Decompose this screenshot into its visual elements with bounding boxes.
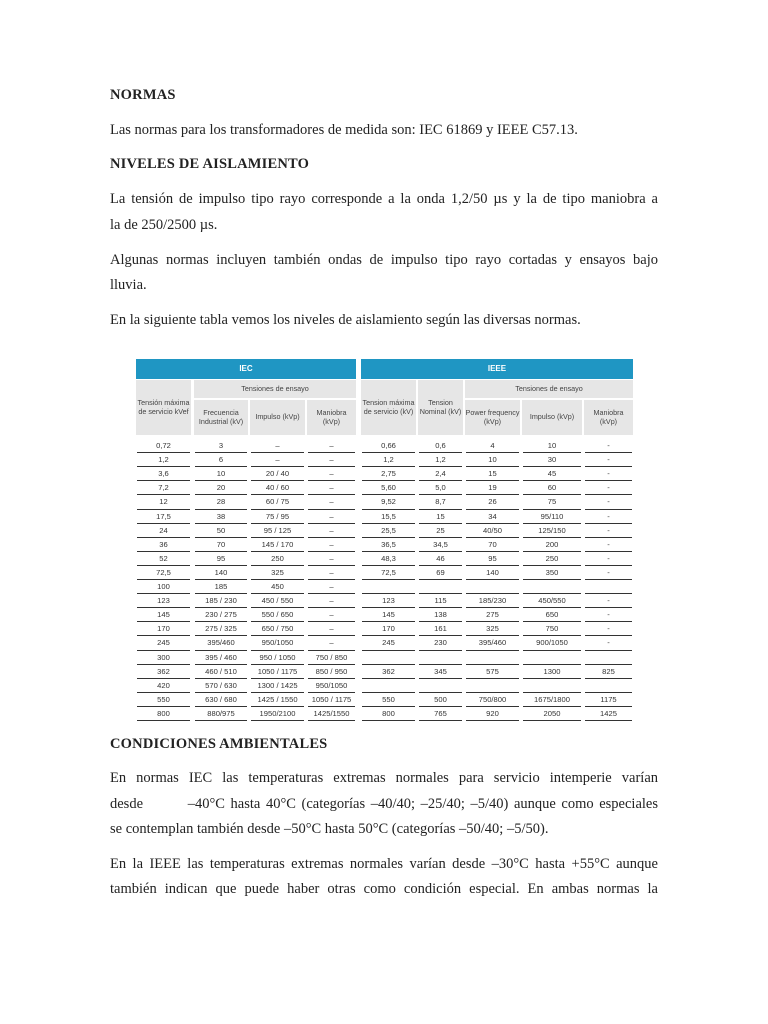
niveles-heading: NIVELES DE AISLAMIENTO bbox=[110, 156, 310, 172]
table-cell: 36,5 bbox=[381, 539, 396, 549]
table-row-rule bbox=[137, 720, 190, 721]
table-cell: 170 bbox=[157, 624, 170, 634]
table-cell: 38 bbox=[216, 511, 226, 521]
table-cell: 245 bbox=[157, 638, 170, 648]
normas-heading: NORMAS bbox=[110, 87, 176, 103]
table-cell bbox=[522, 579, 582, 594]
table-cell: 395 / 460 bbox=[205, 652, 237, 662]
table-cell: 2050 bbox=[543, 708, 561, 718]
table-cell: – bbox=[275, 441, 280, 450]
condiciones-paragraph-2-line-2: también indican que puede haber otras como condición especial. En ambas normas la bbox=[110, 881, 658, 897]
table-cell: - bbox=[607, 553, 610, 563]
table-cell: 750/800 bbox=[478, 694, 507, 704]
table-cell: 19 bbox=[488, 483, 497, 493]
table-cell: 115 bbox=[434, 596, 447, 606]
table-cell bbox=[361, 579, 416, 594]
table-cell: 5,0 bbox=[435, 483, 446, 493]
table-cell: - bbox=[607, 483, 610, 493]
table-cell: - bbox=[607, 455, 610, 465]
table-cell: 850 / 950 bbox=[315, 666, 348, 676]
table-cell bbox=[361, 678, 416, 693]
table-cell: 395/460 bbox=[478, 638, 507, 648]
table-row-rule bbox=[523, 720, 581, 721]
table-cell bbox=[361, 650, 416, 665]
table-cell: 8,7 bbox=[435, 497, 446, 507]
table-cell: – bbox=[329, 610, 334, 620]
iec-maniobra-header: Maniobra (kVp) bbox=[307, 400, 356, 435]
table-cell: 1425 / 1550 bbox=[257, 694, 298, 704]
table-cell: 1,2 bbox=[158, 455, 169, 465]
table-cell: 185 / 230 bbox=[205, 596, 237, 606]
table-cell: 362 bbox=[382, 666, 395, 676]
table-cell: 575 bbox=[486, 666, 499, 676]
table-row-rule bbox=[195, 720, 247, 721]
table-cell: - bbox=[607, 610, 610, 620]
table-cell: - bbox=[607, 441, 610, 450]
table-cell: - bbox=[607, 624, 610, 634]
niveles-paragraph-1-line-2: la de 250/2500 µs. bbox=[110, 217, 218, 233]
table-cell: - bbox=[607, 596, 610, 606]
table-cell: 72,5 bbox=[156, 567, 171, 577]
table-cell: 1300 / 1425 bbox=[257, 680, 298, 690]
table-cell: 750 / 850 bbox=[315, 652, 348, 662]
table-cell: 230 / 275 bbox=[205, 610, 237, 620]
table-cell: 50 bbox=[216, 525, 226, 535]
table-cell: – bbox=[275, 455, 280, 465]
table-cell: 7,2 bbox=[158, 483, 169, 493]
table-cell: 825 bbox=[602, 666, 615, 676]
condiciones-paragraph-1-line-3: se contemplan también desde –50°C hasta 50°C (categorías –50/40; –5/50). bbox=[110, 821, 549, 837]
table-cell: 12 bbox=[159, 497, 168, 507]
table-cell: – bbox=[329, 455, 334, 465]
table-cell: – bbox=[329, 525, 334, 535]
iec-header: IEC bbox=[136, 359, 356, 379]
table-cell: 28 bbox=[216, 497, 226, 507]
iec-ensayo-header: Tensiones de ensayo bbox=[194, 380, 356, 398]
table-cell: 95 bbox=[216, 553, 226, 563]
table-cell: – bbox=[329, 539, 334, 549]
table-cell bbox=[418, 579, 463, 594]
table-cell: 250 bbox=[271, 553, 284, 563]
table-cell bbox=[465, 678, 520, 693]
table-cell: 40/50 bbox=[482, 525, 502, 535]
iec-impulso-header: Impulso (kVp) bbox=[250, 400, 305, 435]
table-cell: – bbox=[329, 511, 334, 521]
table-cell: 140 bbox=[486, 567, 499, 577]
table-cell: – bbox=[329, 582, 334, 591]
table-cell: 10 bbox=[547, 441, 557, 450]
table-cell: 245 bbox=[382, 638, 395, 648]
table-cell: – bbox=[329, 441, 334, 450]
table-cell: 15 bbox=[436, 511, 445, 521]
table-cell: 5,60 bbox=[381, 483, 396, 493]
niveles-paragraph-1-line-1: La tensión de impulso tipo rayo corresponde a la onda 1,2/50 µs y la de tipo maniobra a bbox=[110, 191, 658, 207]
condiciones-paragraph-2-line-1: En la IEEE las temperaturas extremas normales varían desde –30°C hasta +55°C aunque bbox=[110, 856, 658, 872]
table-row-rule bbox=[308, 720, 355, 721]
table-cell bbox=[584, 678, 633, 693]
table-cell bbox=[418, 650, 463, 665]
table-cell: 450 bbox=[271, 582, 284, 591]
table-cell: 1,2 bbox=[435, 455, 446, 465]
table-cell: 950/1050 bbox=[261, 638, 294, 648]
table-cell: 1050 / 1175 bbox=[311, 694, 352, 704]
table-cell: 950 / 1050 bbox=[259, 652, 296, 662]
table-cell: 230 bbox=[434, 638, 447, 648]
table-cell: 880/975 bbox=[207, 708, 235, 718]
table-row-rule bbox=[466, 720, 519, 721]
table-row-rule bbox=[419, 720, 462, 721]
table-cell: 34 bbox=[488, 511, 497, 521]
table-cell: 72,5 bbox=[381, 567, 396, 577]
table-cell: 325 bbox=[486, 624, 499, 634]
table-cell: 1675/1800 bbox=[534, 694, 570, 704]
table-cell: 362 bbox=[157, 666, 170, 676]
table-cell: 34,5 bbox=[433, 539, 448, 549]
table-cell: 900/1050 bbox=[536, 638, 568, 648]
table-cell: - bbox=[607, 469, 610, 479]
table-cell: 40 / 60 bbox=[265, 483, 290, 493]
iec-frecuencia-header: Frecuencia Industrial (kV) bbox=[194, 400, 248, 435]
table-cell: 145 / 170 bbox=[261, 539, 294, 549]
condiciones-paragraph-1-line-2: desde –40°C hasta 40°C (categorías –40/40; –25/40; –5/40) aunque como especiales bbox=[110, 796, 658, 812]
table-cell: 550 / 650 bbox=[261, 610, 294, 620]
table-cell: 123 bbox=[157, 596, 170, 606]
table-cell: 100 bbox=[157, 582, 170, 591]
ieee-power-header: Power frequency (kVp) bbox=[465, 400, 520, 435]
table-cell: 10 bbox=[488, 455, 497, 465]
table-cell: 70 bbox=[488, 539, 497, 549]
table-cell: 350 bbox=[545, 567, 559, 577]
table-cell bbox=[584, 650, 633, 665]
table-cell: – bbox=[329, 567, 334, 577]
table-cell: - bbox=[607, 539, 610, 549]
table-cell: 395/460 bbox=[207, 638, 235, 648]
condiciones-heading: CONDICIONES AMBIENTALES bbox=[110, 736, 328, 752]
table-cell: 3,6 bbox=[158, 469, 169, 479]
table-cell: 30 bbox=[547, 455, 557, 465]
table-cell: 2,75 bbox=[381, 469, 396, 479]
ieee-tension-max-header: Tension máxima de servicio (kV) bbox=[361, 380, 416, 435]
table-cell: 1425 bbox=[600, 708, 617, 718]
table-cell: 123 bbox=[382, 596, 395, 606]
table-cell bbox=[418, 678, 463, 693]
ieee-maniobra-header: Maniobra (kVp) bbox=[584, 400, 633, 435]
table-cell: 70 bbox=[216, 539, 226, 549]
table-cell: 2,4 bbox=[435, 469, 446, 479]
table-cell: 20 bbox=[216, 483, 226, 493]
table-cell: 15 bbox=[488, 469, 497, 479]
table-cell: 950/1050 bbox=[315, 680, 348, 690]
ieee-header: IEEE bbox=[361, 359, 633, 379]
table-cell: 138 bbox=[434, 610, 447, 620]
table-cell: 140 bbox=[214, 567, 228, 577]
table-cell: 0,72 bbox=[156, 441, 171, 450]
table-cell: 3 bbox=[218, 441, 224, 450]
table-cell: 550 bbox=[157, 694, 170, 704]
table-cell: 650 / 750 bbox=[261, 624, 294, 634]
table-cell: 1950/2100 bbox=[259, 708, 296, 718]
table-cell: – bbox=[329, 483, 334, 493]
table-cell: 0,6 bbox=[435, 441, 446, 450]
niveles-paragraph-2-line-2: lluvia. bbox=[110, 277, 147, 293]
table-cell: 450 / 550 bbox=[261, 596, 294, 606]
table-cell: 200 bbox=[545, 539, 559, 549]
niveles-paragraph-2-line-1: Algunas normas incluyen también ondas de impulso tipo rayo cortadas y ensayos bajo bbox=[110, 252, 658, 268]
table-cell: 460 / 510 bbox=[205, 666, 237, 676]
table-cell: 1,2 bbox=[383, 455, 394, 465]
table-cell: 1300 bbox=[543, 666, 561, 676]
table-cell: - bbox=[607, 638, 610, 648]
table-cell: 46 bbox=[436, 553, 445, 563]
table-cell: 52 bbox=[159, 553, 168, 563]
table-cell: 185/230 bbox=[478, 596, 507, 606]
table-cell: 750 bbox=[545, 624, 559, 634]
table-cell: 75 bbox=[547, 497, 557, 507]
table-cell: 1175 bbox=[600, 694, 617, 704]
insulation-levels-table bbox=[136, 359, 633, 721]
ieee-impulso-header: Impulso (kVp) bbox=[522, 400, 582, 435]
table-cell: 185 bbox=[214, 582, 228, 591]
table-cell: - bbox=[607, 567, 610, 577]
table-cell: – bbox=[329, 469, 334, 479]
table-cell: 275 / 325 bbox=[205, 624, 237, 634]
table-cell: 345 bbox=[434, 666, 447, 676]
table-cell: 1425/1550 bbox=[313, 708, 350, 718]
table-cell: 25,5 bbox=[381, 525, 396, 535]
table-cell: 570 / 630 bbox=[205, 680, 237, 690]
table-cell: 26 bbox=[488, 497, 497, 507]
normas-paragraph: Las normas para los transformadores de medida son: IEC 61869 y IEEE C57.13. bbox=[110, 122, 578, 138]
table-row-rule bbox=[251, 720, 304, 721]
table-cell: 125/150 bbox=[538, 525, 566, 535]
table-cell: 6 bbox=[218, 455, 224, 465]
iec-tension-header: Tensión máxima de servicio kVef bbox=[136, 380, 191, 435]
table-cell: 161 bbox=[434, 624, 447, 634]
table-cell: 500 bbox=[434, 694, 447, 704]
table-cell: 1050 / 1175 bbox=[257, 666, 298, 676]
table-cell: – bbox=[329, 497, 334, 507]
table-cell: 45 bbox=[547, 469, 557, 479]
table-cell: 60 bbox=[547, 483, 557, 493]
table-cell: – bbox=[329, 638, 334, 648]
table-cell: 300 bbox=[157, 652, 170, 662]
table-cell: 69 bbox=[436, 567, 445, 577]
table-cell: - bbox=[607, 497, 610, 507]
table-cell bbox=[584, 579, 633, 594]
table-cell: 25 bbox=[436, 525, 445, 535]
table-cell: 95 / 125 bbox=[263, 525, 292, 535]
table-cell: - bbox=[607, 525, 610, 535]
table-cell: 325 bbox=[271, 567, 284, 577]
table-cell bbox=[465, 650, 520, 665]
ieee-tension-nom-header: Tension Nominal (kV) bbox=[418, 380, 463, 435]
table-cell: 10 bbox=[216, 469, 226, 479]
table-cell: 920 bbox=[486, 708, 499, 718]
table-row-rule bbox=[362, 720, 415, 721]
table-cell: 170 bbox=[382, 624, 395, 634]
table-cell: 765 bbox=[434, 708, 447, 718]
table-cell: 0,66 bbox=[381, 441, 396, 450]
table-cell: 24 bbox=[159, 525, 168, 535]
table-cell: 20 / 40 bbox=[265, 469, 290, 479]
table-cell: – bbox=[329, 624, 334, 634]
table-cell bbox=[465, 579, 520, 594]
table-cell: 800 bbox=[157, 708, 170, 718]
table-cell: 17,5 bbox=[156, 511, 171, 521]
table-cell: 60 / 75 bbox=[265, 497, 290, 507]
table-cell: 275 bbox=[486, 610, 499, 620]
table-cell: 75 / 95 bbox=[265, 511, 290, 521]
table-cell: 800 bbox=[382, 708, 395, 718]
table-cell: – bbox=[329, 553, 334, 563]
table-cell: 15,5 bbox=[381, 511, 396, 521]
ieee-ensayo-header: Tensiones de ensayo bbox=[465, 380, 633, 398]
table-cell: 4 bbox=[490, 441, 495, 450]
table-cell: 420 bbox=[157, 680, 170, 690]
table-cell: 450/550 bbox=[538, 596, 566, 606]
table-cell bbox=[522, 650, 582, 665]
table-cell: 550 bbox=[382, 694, 395, 704]
niveles-paragraph-3: En la siguiente tabla vemos los niveles de aislamiento según las diversas normas. bbox=[110, 312, 581, 328]
table-row-rule bbox=[585, 720, 632, 721]
table-cell: 95/110 bbox=[540, 511, 564, 521]
table-cell: 36 bbox=[159, 539, 168, 549]
table-cell: – bbox=[329, 596, 334, 606]
condiciones-paragraph-1-line-1: En normas IEC las temperaturas extremas normales para servicio intemperie varían bbox=[110, 770, 658, 786]
table-cell: 95 bbox=[488, 553, 497, 563]
table-cell: 48,3 bbox=[381, 553, 396, 563]
table-cell: - bbox=[607, 511, 610, 521]
table-cell bbox=[522, 678, 582, 693]
table-cell: 145 bbox=[157, 610, 170, 620]
table-cell: 630 / 680 bbox=[205, 694, 237, 704]
table-cell: 650 bbox=[545, 610, 559, 620]
table-cell: 145 bbox=[382, 610, 395, 620]
table-cell: 250 bbox=[545, 553, 559, 563]
table-cell: 9,52 bbox=[381, 497, 396, 507]
